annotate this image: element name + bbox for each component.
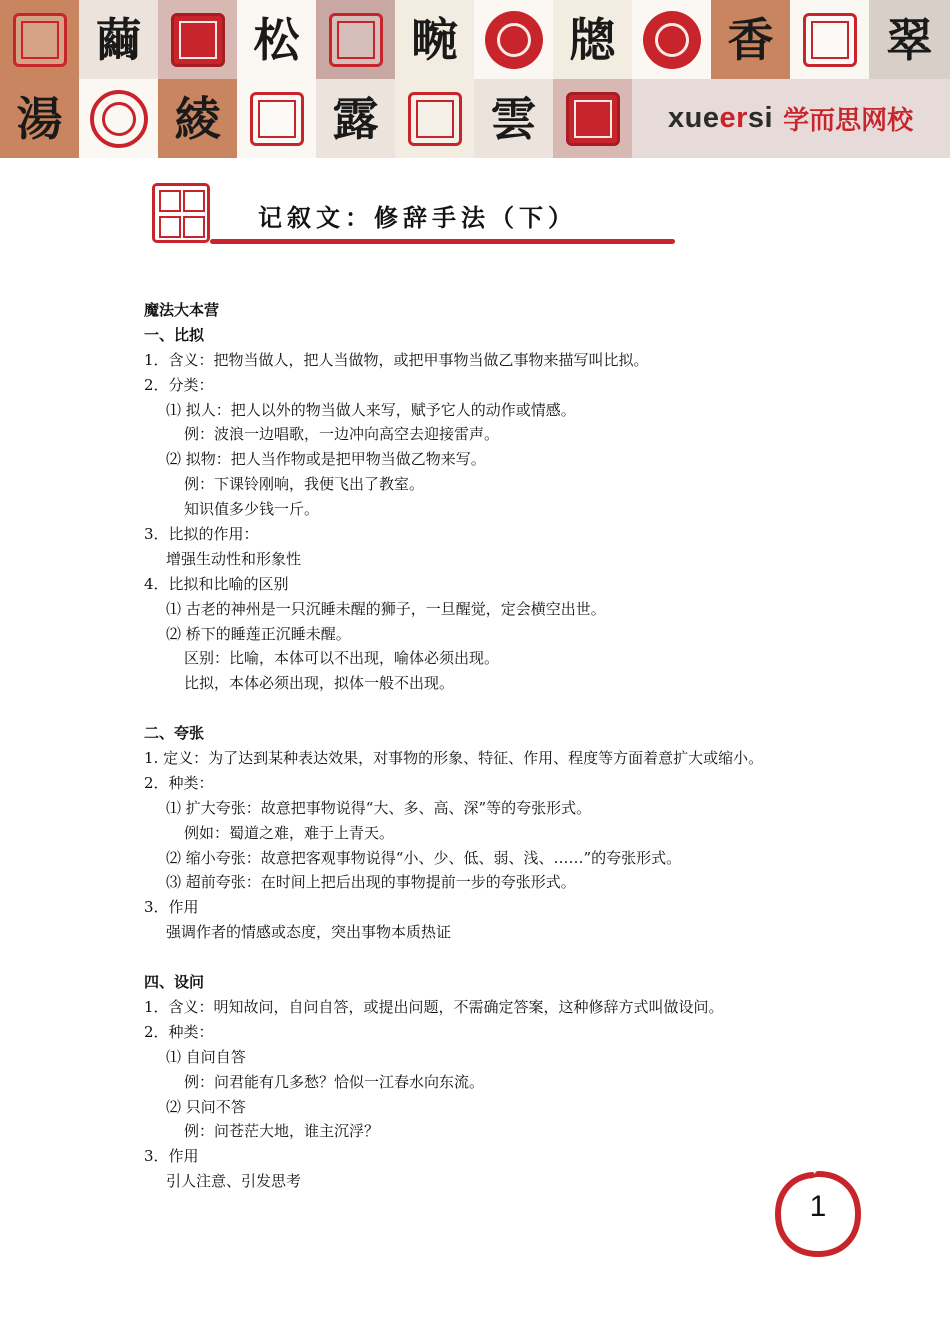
calligraphy-glyph: 畹 xyxy=(411,12,458,67)
brand-chinese: 学而思网校 xyxy=(783,106,914,136)
text-line: ⑶ 超前夸张：在时间上把后出现的事物提前一步的夸张形式。 xyxy=(166,873,576,892)
text-line: 比拟，本体必须出现，拟体一般不出现。 xyxy=(184,674,455,693)
text-line: ⑴ 自问自答 xyxy=(166,1047,246,1066)
text-line: ⑵ 桥下的睡莲正沉睡未醒。 xyxy=(166,624,351,643)
brand-latin-part: xue xyxy=(668,102,720,134)
calligraphy-glyph: 牕 xyxy=(569,12,616,67)
text-line: 3．比拟的作用： xyxy=(144,525,259,544)
square-seal-icon xyxy=(329,13,383,67)
text-line: 4．比拟和比喻的区别 xyxy=(144,574,289,593)
brand-logo xyxy=(632,79,950,158)
brand-latin-accent: er xyxy=(719,102,748,134)
text-line: 2．种类： xyxy=(144,773,214,792)
square-seal-icon xyxy=(566,92,620,146)
text-line: 增强生动性和形象性 xyxy=(166,549,302,568)
blank-line xyxy=(144,945,834,970)
calligraphy-glyph: 湯 xyxy=(16,91,63,146)
calligraphy-glyph: 繭 xyxy=(95,12,142,67)
round-seal-icon xyxy=(90,90,148,148)
square-seal-icon xyxy=(250,92,304,146)
seal-tile xyxy=(790,0,869,79)
text-line: 强调作者的情感或态度，突出事物本质热证 xyxy=(166,923,452,942)
example-line: 例：下课铃刚响，我便飞出了教室。 xyxy=(184,475,425,494)
seal-tile xyxy=(0,0,79,79)
example-line: 例如：蜀道之难，难于上青天。 xyxy=(184,823,395,842)
calligraphy-glyph: 露 xyxy=(332,91,379,146)
page-number: 1 xyxy=(809,1190,827,1223)
page-number-badge xyxy=(772,1168,864,1260)
calligraphy-tile xyxy=(395,0,474,79)
seal-tile xyxy=(395,79,474,158)
brand-latin-part: si xyxy=(747,102,774,134)
example-line: 例：问君能有几多愁？恰似一江春水向东流。 xyxy=(184,1072,485,1091)
text-line: 2．分类： xyxy=(144,375,214,394)
text-line: ⑵ 缩小夸张：故意把客观事物说得“小、少、低、弱、浅、……”的夸张形式。 xyxy=(166,848,682,867)
calligraphy-tile xyxy=(158,79,237,158)
square-seal-icon xyxy=(408,92,462,146)
text-line: ⑵ 只问不答 xyxy=(166,1097,246,1116)
title-underline xyxy=(210,239,675,244)
text-line: ⑵ 拟物：把人当作物或是把甲物当做乙物来写。 xyxy=(166,450,486,469)
seal-tile xyxy=(316,0,395,79)
text-line: 引人注意、引发思考 xyxy=(166,1172,302,1191)
square-seal-icon xyxy=(803,13,857,67)
round-seal-icon xyxy=(643,11,701,69)
seal-tile xyxy=(158,0,237,79)
brand-latin xyxy=(668,102,773,135)
example-line: 例：问苍茫大地，谁主沉浮？ xyxy=(184,1122,380,1141)
text-line: 区别：比喻，本体可以不出现，喻体必须出现。 xyxy=(184,649,500,668)
document-body xyxy=(144,298,834,1194)
section-heading: 四、设问 xyxy=(144,973,205,992)
title-seal-icon xyxy=(152,183,210,243)
section-heading: 二、夸张 xyxy=(144,724,205,743)
example-line: 例：波浪一边唱歌，一边冲向高空去迎接雷声。 xyxy=(184,425,500,444)
section-heading: 一、比拟 xyxy=(144,325,205,344)
round-seal-icon xyxy=(485,11,543,69)
seal-tile xyxy=(237,79,316,158)
text-line: ⑴ 拟人：把人以外的物当做人来写，赋予它人的动作或情感。 xyxy=(166,400,576,419)
calligraphy-glyph: 綾 xyxy=(174,91,221,146)
calligraphy-tile xyxy=(869,0,950,79)
text-line: 1. 定义：为了达到某种表达效果，对事物的形象、特征、作用、程度等方面着意扩大或缩小。 xyxy=(144,749,764,768)
seal-tile xyxy=(79,79,158,158)
header-banner xyxy=(0,0,950,158)
calligraphy-tile xyxy=(316,79,395,158)
calligraphy-glyph: 松 xyxy=(253,12,300,67)
calligraphy-tile xyxy=(0,79,79,158)
text-line: ⑴ 扩大夸张：故意把事物说得“大、多、高、深”等的夸张形式。 xyxy=(166,798,592,817)
calligraphy-tile xyxy=(237,0,316,79)
calligraphy-tile xyxy=(711,0,790,79)
text-line: 1．含义：明知故问，自问自答，或提出问题，不需确定答案，这种修辞方式叫做设问。 xyxy=(144,997,724,1016)
page-title: 记叙文：修辞手法（下） xyxy=(258,204,577,232)
seal-tile xyxy=(474,0,553,79)
square-seal-icon xyxy=(171,13,225,67)
calligraphy-tile xyxy=(474,79,553,158)
square-seal-icon xyxy=(13,13,67,67)
text-line: 1．含义：把物当做人，把人当做物，或把甲事物当做乙事物来描写叫比拟。 xyxy=(144,350,649,369)
seal-tile xyxy=(553,79,632,158)
text-line: 3．作用 xyxy=(144,898,199,917)
calligraphy-glyph: 雲 xyxy=(490,91,537,146)
blank-line xyxy=(144,696,834,721)
calligraphy-glyph: 香 xyxy=(727,12,774,67)
text-line: ⑴ 古老的神州是一只沉睡未醒的狮子，一旦醒觉，定会横空出世。 xyxy=(166,599,606,618)
calligraphy-glyph: 翠 xyxy=(886,12,933,67)
calligraphy-tile xyxy=(553,0,632,79)
example-line: 知识值多少钱一斤。 xyxy=(184,500,320,519)
section-heading: 魔法大本营 xyxy=(144,301,220,319)
calligraphy-tile xyxy=(79,0,158,79)
text-line: 3．作用 xyxy=(144,1147,199,1166)
text-line: 2．种类： xyxy=(144,1022,214,1041)
seal-tile xyxy=(632,0,711,79)
